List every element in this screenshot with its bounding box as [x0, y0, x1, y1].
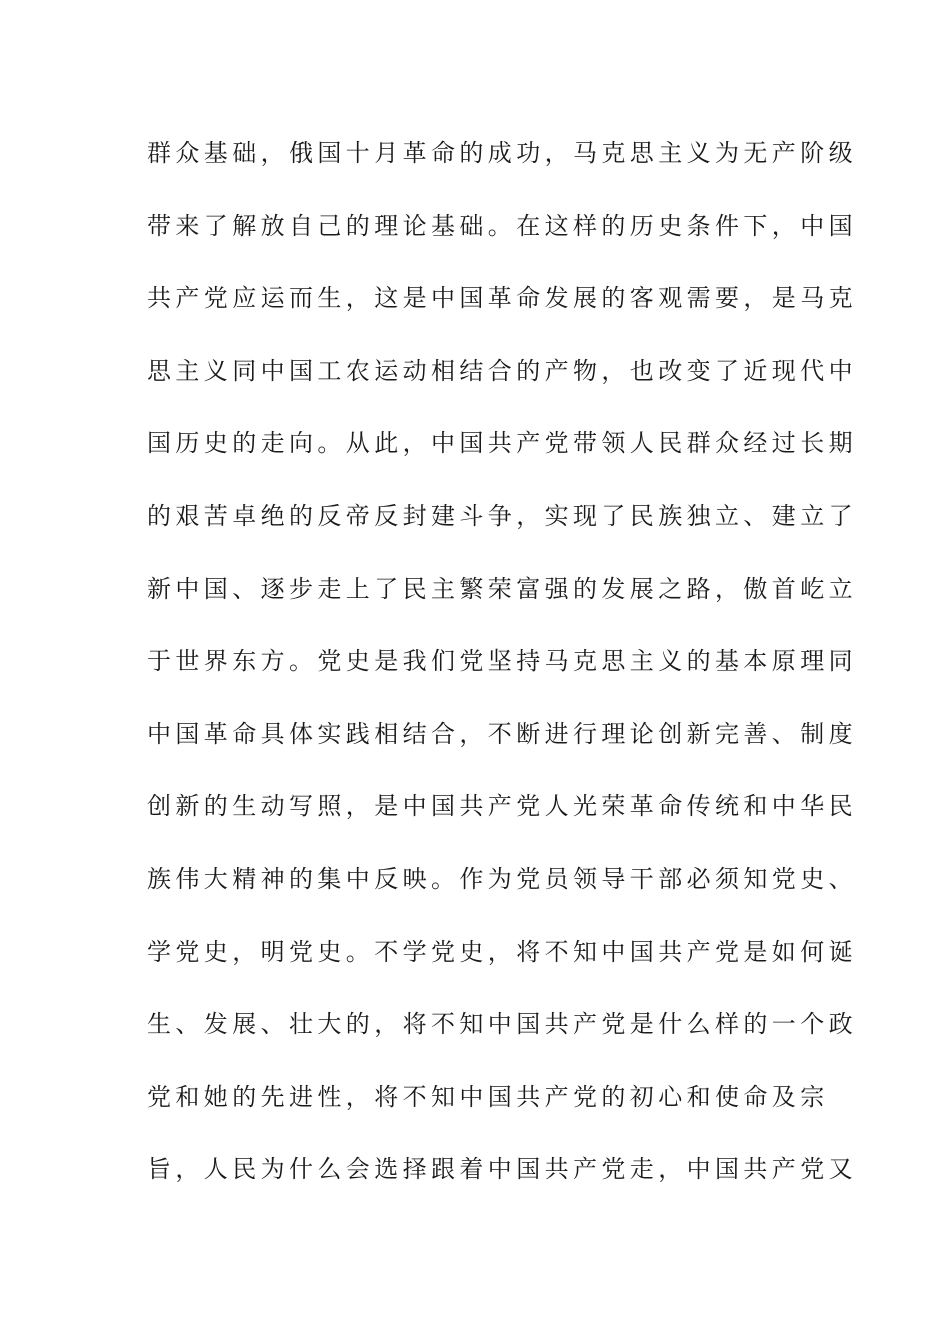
text-line: 共产党应运而生，这是中国革命发展的客观需要，是马克 — [147, 284, 857, 313]
text-line: 族伟大精神的集中反映。作为党员领导干部必须知党史、 — [147, 864, 857, 893]
text-line: 旨，人民为什么会选择跟着中国共产党走，中国共产党又 — [147, 1155, 857, 1184]
text-line: 思主义同中国工农运动相结合的产物，也改变了近现代中 — [147, 356, 857, 385]
text-line: 党和她的先进性，将不知中国共产党的初心和使命及宗 — [147, 1082, 829, 1111]
text-line: 学党史，明党史。不学党史，将不知中国共产党是如何诞 — [147, 937, 857, 966]
body-text — [147, 130, 857, 1219]
text-line: 群众基础，俄国十月革命的成功，马克思主义为无产阶级 — [147, 139, 857, 167]
text-line: 带来了解放自己的理论基础。在这样的历史条件下，中国 — [147, 211, 857, 240]
text-line: 国历史的走向。从此，中国共产党带领人民群众经过长期 — [147, 429, 857, 458]
text-line: 于世界东方。党史是我们党坚持马克思主义的基本原理同 — [147, 647, 857, 676]
text-line: 新中国、逐步走上了民主繁荣富强的发展之路，傲首屹立 — [147, 574, 857, 603]
text-line: 中国革命具体实践相结合，不断进行理论创新完善、制度 — [147, 719, 857, 748]
text-line: 生、发展、壮大的，将不知中国共产党是什么样的一个政 — [147, 1010, 857, 1039]
text-line: 的艰苦卓绝的反帝反封建斗争，实现了民族独立、建立了 — [147, 501, 857, 530]
text-line: 创新的生动写照，是中国共产党人光荣革命传统和中华民 — [147, 792, 857, 821]
